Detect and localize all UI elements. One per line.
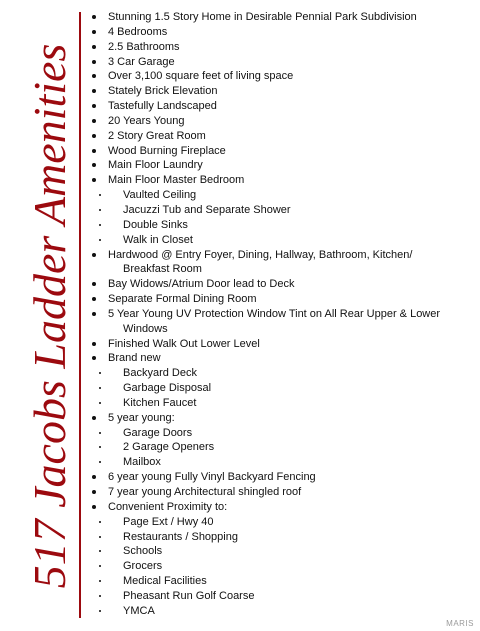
bullet-icon: [92, 416, 96, 420]
amenity-continuation: [90, 262, 475, 277]
bullet-icon: [99, 595, 102, 598]
amenities-list: [90, 10, 475, 619]
amenity-text: Stately Brick Elevation: [108, 85, 218, 98]
bullet-icon: [99, 372, 102, 375]
amenity-text: Grocers: [123, 560, 163, 573]
amenity-item: [90, 411, 475, 426]
amenity-continuation: [90, 322, 475, 337]
amenity-item: [90, 84, 475, 99]
amenity-text: Convenient Proximity to:: [108, 500, 228, 513]
amenity-item: [90, 129, 475, 144]
amenity-text: 3 Car Garage: [108, 55, 175, 68]
bullet-icon: [92, 60, 96, 64]
amenity-text: Wood Burning Fireplace: [108, 144, 226, 157]
bullet-icon: [99, 239, 102, 242]
amenity-text: Backyard Deck: [123, 367, 197, 380]
amenity-subitem: [90, 574, 475, 589]
bullet-icon: [92, 282, 96, 286]
bullet-icon: [99, 387, 102, 390]
amenity-item: [90, 69, 475, 84]
bullet-icon: [92, 163, 96, 167]
amenity-text: Restaurants / Shopping: [123, 530, 238, 543]
amenity-text: 4 Bedrooms: [108, 25, 168, 38]
amenity-text: Finished Walk Out Lower Level: [108, 337, 260, 350]
amenity-item: [90, 351, 475, 366]
amenity-text: Tastefully Landscaped: [108, 100, 217, 113]
amenity-item: [90, 337, 475, 352]
amenity-text: Breakfast Room: [123, 263, 202, 276]
amenity-text: 2 Story Great Room: [108, 129, 206, 142]
bullet-icon: [92, 356, 96, 360]
amenity-text: Main Floor Laundry: [108, 159, 203, 172]
amenity-subitem: [90, 559, 475, 574]
bullet-icon: [92, 490, 96, 494]
title-divider: [79, 12, 81, 618]
amenity-text: 6 year young Fully Vinyl Backyard Fencing: [108, 471, 316, 484]
amenity-subitem: [90, 366, 475, 381]
amenity-text: 2.5 Bathrooms: [108, 40, 180, 53]
bullet-icon: [99, 565, 102, 568]
amenity-subitem: [90, 233, 475, 248]
amenity-text: Garage Doors: [123, 426, 193, 439]
amenity-subitem: [90, 218, 475, 233]
amenity-item: [90, 40, 475, 55]
amenity-text: 5 Year Young UV Protection Window Tint on All Rear Upper & Lower: [108, 307, 441, 320]
amenity-subitem: [90, 426, 475, 441]
amenity-item: [90, 485, 475, 500]
amenity-item: [90, 158, 475, 173]
bullet-icon: [92, 74, 96, 78]
amenity-item: [90, 173, 475, 188]
bullet-icon: [92, 253, 96, 257]
watermark: MARIS: [446, 619, 474, 628]
amenity-item: [90, 55, 475, 70]
amenity-item: [90, 99, 475, 114]
amenity-subitem: [90, 396, 475, 411]
amenity-text: Stunning 1.5 Story Home in Desirable Pennial Park Subdivision: [108, 11, 417, 23]
bullet-icon: [99, 461, 102, 464]
bullet-icon: [92, 119, 96, 123]
bullet-icon: [99, 194, 102, 197]
bullet-icon: [92, 45, 96, 49]
bullet-icon: [92, 312, 96, 316]
bullet-icon: [92, 104, 96, 108]
amenity-subitem: [90, 604, 475, 619]
amenity-text: Vaulted Ceiling: [123, 189, 197, 202]
amenity-text: 5 year young:: [108, 411, 175, 424]
amenity-item: [90, 307, 475, 322]
page-title: 517 Jacobs Ladder Amenities: [24, 43, 75, 589]
amenity-subitem: [90, 530, 475, 545]
amenity-text: Over 3,100 square feet of living space: [108, 70, 294, 83]
amenity-text: Garbage Disposal: [123, 382, 212, 395]
amenity-item: [90, 144, 475, 159]
bullet-icon: [99, 521, 102, 524]
bullet-icon: [99, 610, 102, 613]
amenity-text: Mailbox: [123, 456, 161, 469]
amenity-text: Schools: [123, 545, 163, 558]
bullet-icon: [92, 475, 96, 479]
bullet-icon: [92, 178, 96, 182]
amenity-subitem: [90, 381, 475, 396]
bullet-icon: [92, 505, 96, 509]
amenity-text: Hardwood @ Entry Foyer, Dining, Hallway, Bathroom, Kitchen/: [108, 248, 413, 261]
amenity-text: Walk in Closet: [123, 233, 193, 246]
amenity-text: Main Floor Master Bedroom: [108, 174, 245, 187]
bullet-icon: [99, 224, 102, 227]
amenity-text: Kitchen Faucet: [123, 396, 197, 409]
bullet-icon: [99, 402, 102, 405]
amenity-text: Bay Widows/Atrium Door lead to Deck: [108, 278, 295, 291]
bullet-icon: [99, 446, 102, 449]
amenity-subitem: [90, 589, 475, 604]
amenity-subitem: [90, 455, 475, 470]
bullet-icon: [99, 209, 102, 212]
amenity-text: Separate Formal Dining Room: [108, 293, 257, 306]
bullet-icon: [92, 297, 96, 301]
amenity-text: Page Ext / Hwy 40: [123, 515, 214, 528]
amenity-text: Brand new: [108, 352, 161, 365]
amenity-item: [90, 25, 475, 40]
amenity-subitem: [90, 515, 475, 530]
amenity-item: [90, 248, 475, 263]
bullet-icon: [92, 30, 96, 34]
vertical-title: [24, 10, 76, 622]
bullet-icon: [99, 536, 102, 539]
bullet-icon: [99, 432, 102, 435]
amenity-item: [90, 292, 475, 307]
bullet-icon: [99, 580, 102, 583]
amenity-subitem: [90, 188, 475, 203]
amenity-text: Windows: [123, 322, 168, 335]
amenity-text: 20 Years Young: [108, 114, 185, 127]
bullet-icon: [92, 149, 96, 153]
amenity-item: [90, 10, 475, 25]
amenity-text: Double Sinks: [123, 218, 188, 231]
amenity-subitem: [90, 544, 475, 559]
amenity-item: [90, 114, 475, 129]
bullet-icon: [92, 15, 96, 19]
amenity-text: Pheasant Run Golf Coarse: [123, 589, 255, 602]
amenity-item: [90, 500, 475, 515]
bullet-icon: [92, 342, 96, 346]
amenity-text: 7 year young Architectural shingled roof: [108, 486, 302, 498]
amenity-item: [90, 277, 475, 292]
amenity-subitem: [90, 203, 475, 218]
bullet-icon: [92, 134, 96, 138]
bullet-icon: [92, 89, 96, 93]
amenity-subitem: [90, 440, 475, 455]
amenity-text: Jacuzzi Tub and Separate Shower: [123, 203, 291, 216]
amenity-text: YMCA: [123, 604, 155, 617]
amenity-item: [90, 470, 475, 485]
amenity-text: Medical Facilities: [123, 575, 207, 588]
bullet-icon: [99, 550, 102, 553]
amenity-text: 2 Garage Openers: [123, 441, 215, 454]
